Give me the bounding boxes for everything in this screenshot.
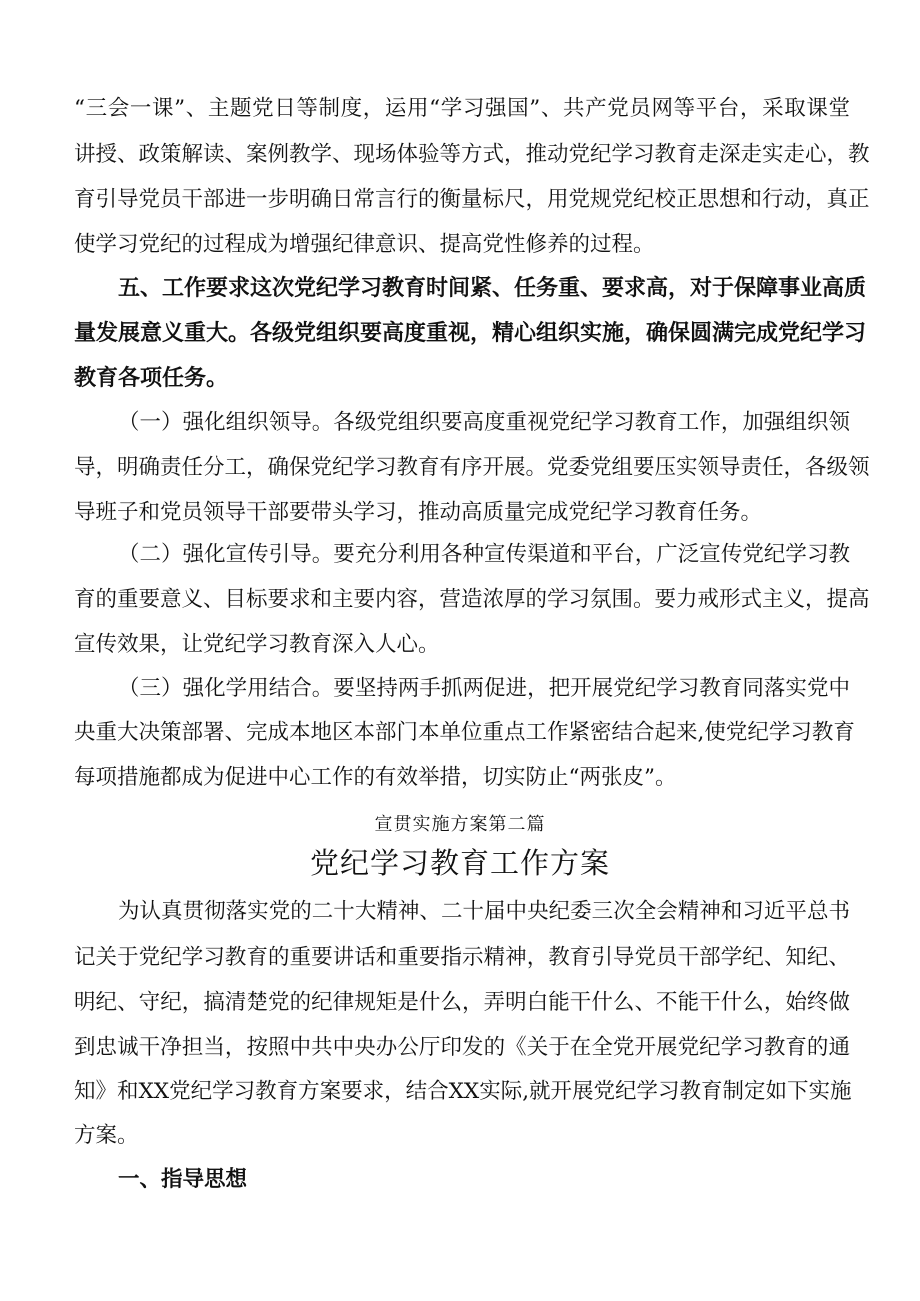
intro-line: 知》和XX党纪学习教育方案要求，结合XX实际,就开展党纪学习教育制定如下实施 [74, 1079, 852, 1104]
intro-line: 到忠诚干净担当，按照中共中央办公厅印发的《关于在全党开展党纪学习教育的通 [74, 1035, 850, 1060]
item-two-line: （二）强化宣传引导。要充分利用各种宣传渠道和平台，广泛宣传党纪学习教 [118, 542, 850, 567]
page-title: 党纪学习教育工作方案 [309, 846, 610, 880]
section-five-line: 教育各项任务。 [74, 366, 229, 391]
item-one-line: 导班子和党员领导干部要带头学习，推动高质量完成党纪学习教育任务。 [74, 500, 763, 525]
item-one-line: 导，明确责任分工，确保党纪学习教育有序开展。党委党组要压实领导责任，各级领 [74, 455, 870, 480]
intro-line: 记关于党纪学习教育的重要讲话和重要指示精神，教育引导党员干部学纪、知纪、 [74, 945, 850, 970]
item-two-line: 育的重要意义、目标要求和主要内容，营造浓厚的学习氛围。要力戒形式主义，提高 [74, 587, 870, 612]
subtitle: 宣贯实施方案第二篇 [374, 814, 546, 835]
item-two-line: 宣传效果，让党纪学习教育深入人心。 [74, 632, 440, 657]
intro-line: 方案。 [74, 1123, 139, 1148]
item-three-line: 每项措施都成为促进中心工作的有效举措，切实防止“两张皮”。 [74, 765, 677, 790]
section-heading: 一、指导思想 [118, 1167, 248, 1192]
item-one-line: （一）强化组织领导。各级党组织要高度重视党纪学习教育工作，加强组织领 [118, 410, 850, 435]
section-five-line: 量发展意义重大。各级党组织要高度重视，精心组织实施，确保圆满完成党纪学习 [74, 321, 867, 346]
section-five-line: 五、工作要求这次党纪学习教育时间紧、任务重、要求高，对于保障事业高质 [118, 276, 867, 301]
intro-line: 为认真贯彻落实党的二十大精神、二十届中央纪委三次全会精神和习近平总书 [118, 899, 850, 924]
paragraph-line: 讲授、政策解读、案例教学、现场体验等方式，推动党纪学习教育走深走实走心，教 [74, 142, 870, 167]
item-three-line: （三）强化学用结合。要坚持两手抓两促进，把开展党纪学习教育同落实党中 [118, 676, 850, 701]
paragraph-line: “三会一课”、主题党日等制度，运用“学习强国”、共产党员网等平台，采取课堂 [74, 96, 850, 121]
item-three-line: 央重大决策部署、完成本地区本部门本单位重点工作紧密结合起来,使党纪学习教育 [74, 720, 855, 745]
intro-line: 明纪、守纪，搞清楚党的纪律规矩是什么，弄明白能干什么、不能干什么，始终做 [74, 990, 850, 1015]
paragraph-line: 育引导党员干部进一步明确日常言行的衡量标尺，用党规党纪校正思想和行动，真正 [74, 187, 870, 212]
paragraph-line: 使学习党纪的过程成为增强纪律意识、提高党性修养的过程。 [74, 232, 655, 257]
